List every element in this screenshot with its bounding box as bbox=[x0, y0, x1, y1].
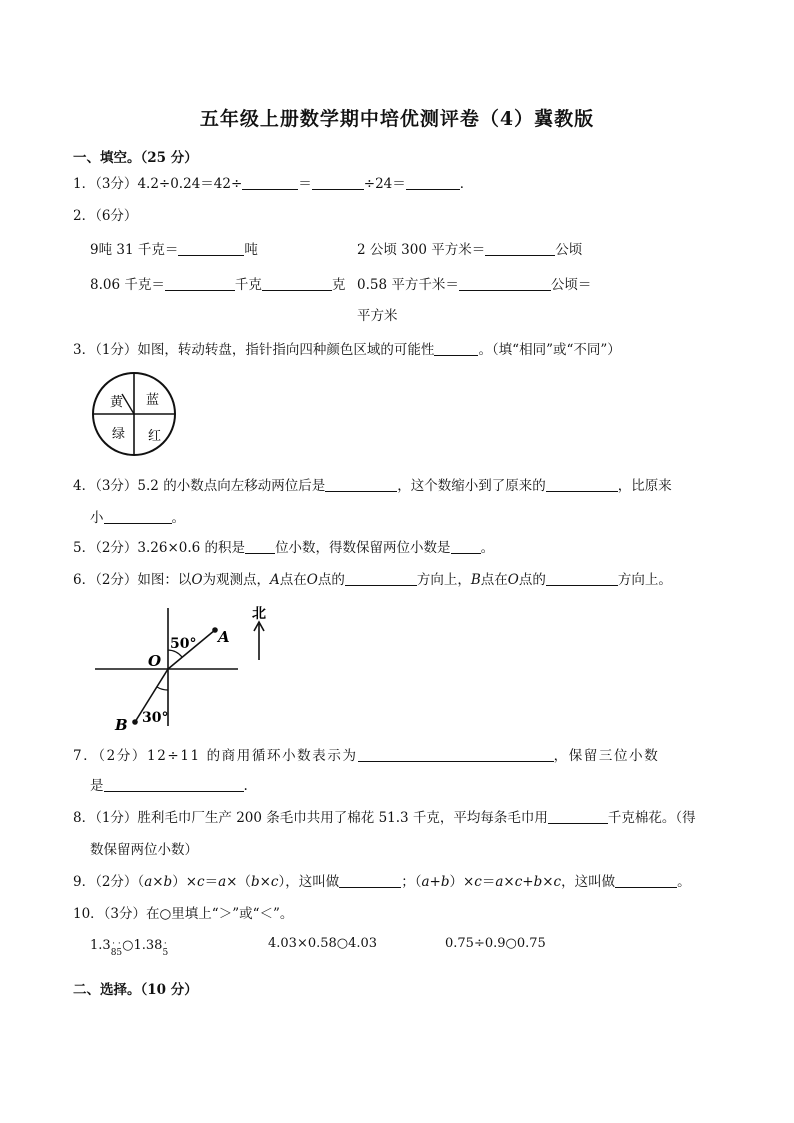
question-3: 3．（1分）如图，转动转盘，指针指向四种颜色区域的可能性 。（填“相同”或“不同”） bbox=[73, 342, 621, 358]
question-7-line1: 7．（2分）12÷11 的商用循环小数表示为 ，保留三位小数 bbox=[73, 748, 660, 764]
question-7-line2: 是 . bbox=[90, 778, 248, 794]
sector-label-yellow: 黄 bbox=[110, 395, 124, 410]
sector-label-green: 绿 bbox=[112, 427, 126, 442]
answer-blank[interactable] bbox=[615, 873, 677, 888]
question-2-item-a: 9吨 31 千克＝ 吨 bbox=[90, 242, 258, 258]
answer-blank[interactable] bbox=[345, 571, 417, 586]
answer-blank[interactable] bbox=[434, 341, 478, 356]
north-label: 北 bbox=[252, 606, 266, 622]
compare-item-2[interactable]: 4.03×0.58○4.03 bbox=[268, 936, 378, 951]
section-choice-title: 二、选择。（10 分） bbox=[73, 982, 198, 998]
spinner-diagram bbox=[88, 370, 188, 460]
answer-blank[interactable] bbox=[165, 276, 235, 291]
point-b bbox=[132, 719, 138, 725]
question-8-line2: 数保留两位小数） bbox=[90, 842, 198, 858]
point-a bbox=[212, 627, 218, 633]
sector-label-blue: 蓝 bbox=[146, 393, 160, 408]
question-2-item-c: 8.06 千克＝ 千克 克 bbox=[90, 277, 346, 293]
answer-blank[interactable] bbox=[245, 539, 275, 554]
page-title: 五年级上册数学期中培优测评卷（4）冀教版 bbox=[199, 108, 595, 130]
answer-blank[interactable] bbox=[546, 571, 618, 586]
answer-blank[interactable] bbox=[548, 809, 608, 824]
compare-item-1[interactable]: 1.3· 8· 5○1.38· 5 bbox=[90, 938, 169, 958]
answer-blank[interactable] bbox=[312, 175, 364, 190]
spinner-pointer bbox=[122, 394, 134, 414]
answer-blank[interactable] bbox=[262, 276, 332, 291]
answer-blank[interactable] bbox=[546, 477, 618, 492]
angle-label-50: 50° bbox=[170, 636, 197, 652]
answer-blank[interactable] bbox=[485, 241, 555, 256]
answer-blank[interactable] bbox=[358, 747, 554, 762]
answer-blank[interactable] bbox=[451, 539, 481, 554]
direction-diagram bbox=[90, 598, 290, 738]
answer-blank[interactable] bbox=[406, 175, 460, 190]
section-fill-in-title: 一、填空。（25 分） bbox=[73, 150, 198, 166]
point-b-label: B bbox=[115, 716, 128, 734]
question-4-line2: 小 。 bbox=[90, 510, 185, 526]
question-8-line1: 8．（1分）胜利毛巾厂生产 200 条毛巾共用了棉花 51.3 千克，平均每条毛巾用 千克棉花。（得 bbox=[73, 810, 696, 826]
answer-blank[interactable] bbox=[178, 241, 244, 256]
question-9: 9．（2分）（a×b）×c＝a×（b×c），这叫做 ；（a+b）×c＝a×c+b×c，这叫做 。 bbox=[73, 874, 691, 890]
sector-label-red: 红 bbox=[148, 429, 162, 444]
answer-blank[interactable] bbox=[104, 509, 172, 524]
question-6: 6．（2分）如图：以O为观测点，A点在O点的 方向上，B点在O点的 方向上。 bbox=[73, 572, 672, 588]
question-10: 10．（3分）在○里填上“＞”或“＜”。 bbox=[73, 906, 294, 922]
compare-item-3[interactable]: 0.75÷0.9○0.75 bbox=[445, 936, 546, 951]
question-1: 1．（3分）4.2÷0.24＝42÷ ＝ ÷24＝ ． bbox=[73, 176, 474, 192]
point-a-label: A bbox=[218, 628, 230, 646]
answer-blank[interactable] bbox=[339, 873, 401, 888]
angle-arc-b bbox=[157, 687, 168, 690]
question-2-header: 2．（6分） bbox=[73, 208, 138, 224]
question-2-item-d-unit: 平方米 bbox=[357, 308, 398, 324]
answer-blank[interactable] bbox=[459, 276, 551, 291]
answer-blank[interactable] bbox=[104, 777, 244, 792]
question-5: 5．（2分）3.26×0.6 的积是 位小数，得数保留两位小数是 。 bbox=[73, 540, 495, 556]
origin-label: O bbox=[148, 652, 162, 670]
question-4-line1: 4．（3分）5.2 的小数点向左移动两位后是 ，这个数缩小到了原来的 ，比原来 bbox=[73, 478, 672, 494]
answer-blank[interactable] bbox=[325, 477, 397, 492]
answer-blank[interactable] bbox=[242, 175, 298, 190]
question-2-item-b: 2 公顷 300 平方米＝ 公顷 bbox=[357, 242, 583, 258]
question-2-item-d: 0.58 平方千米＝ 公顷＝ bbox=[357, 277, 592, 293]
angle-label-30: 30° bbox=[142, 710, 169, 726]
